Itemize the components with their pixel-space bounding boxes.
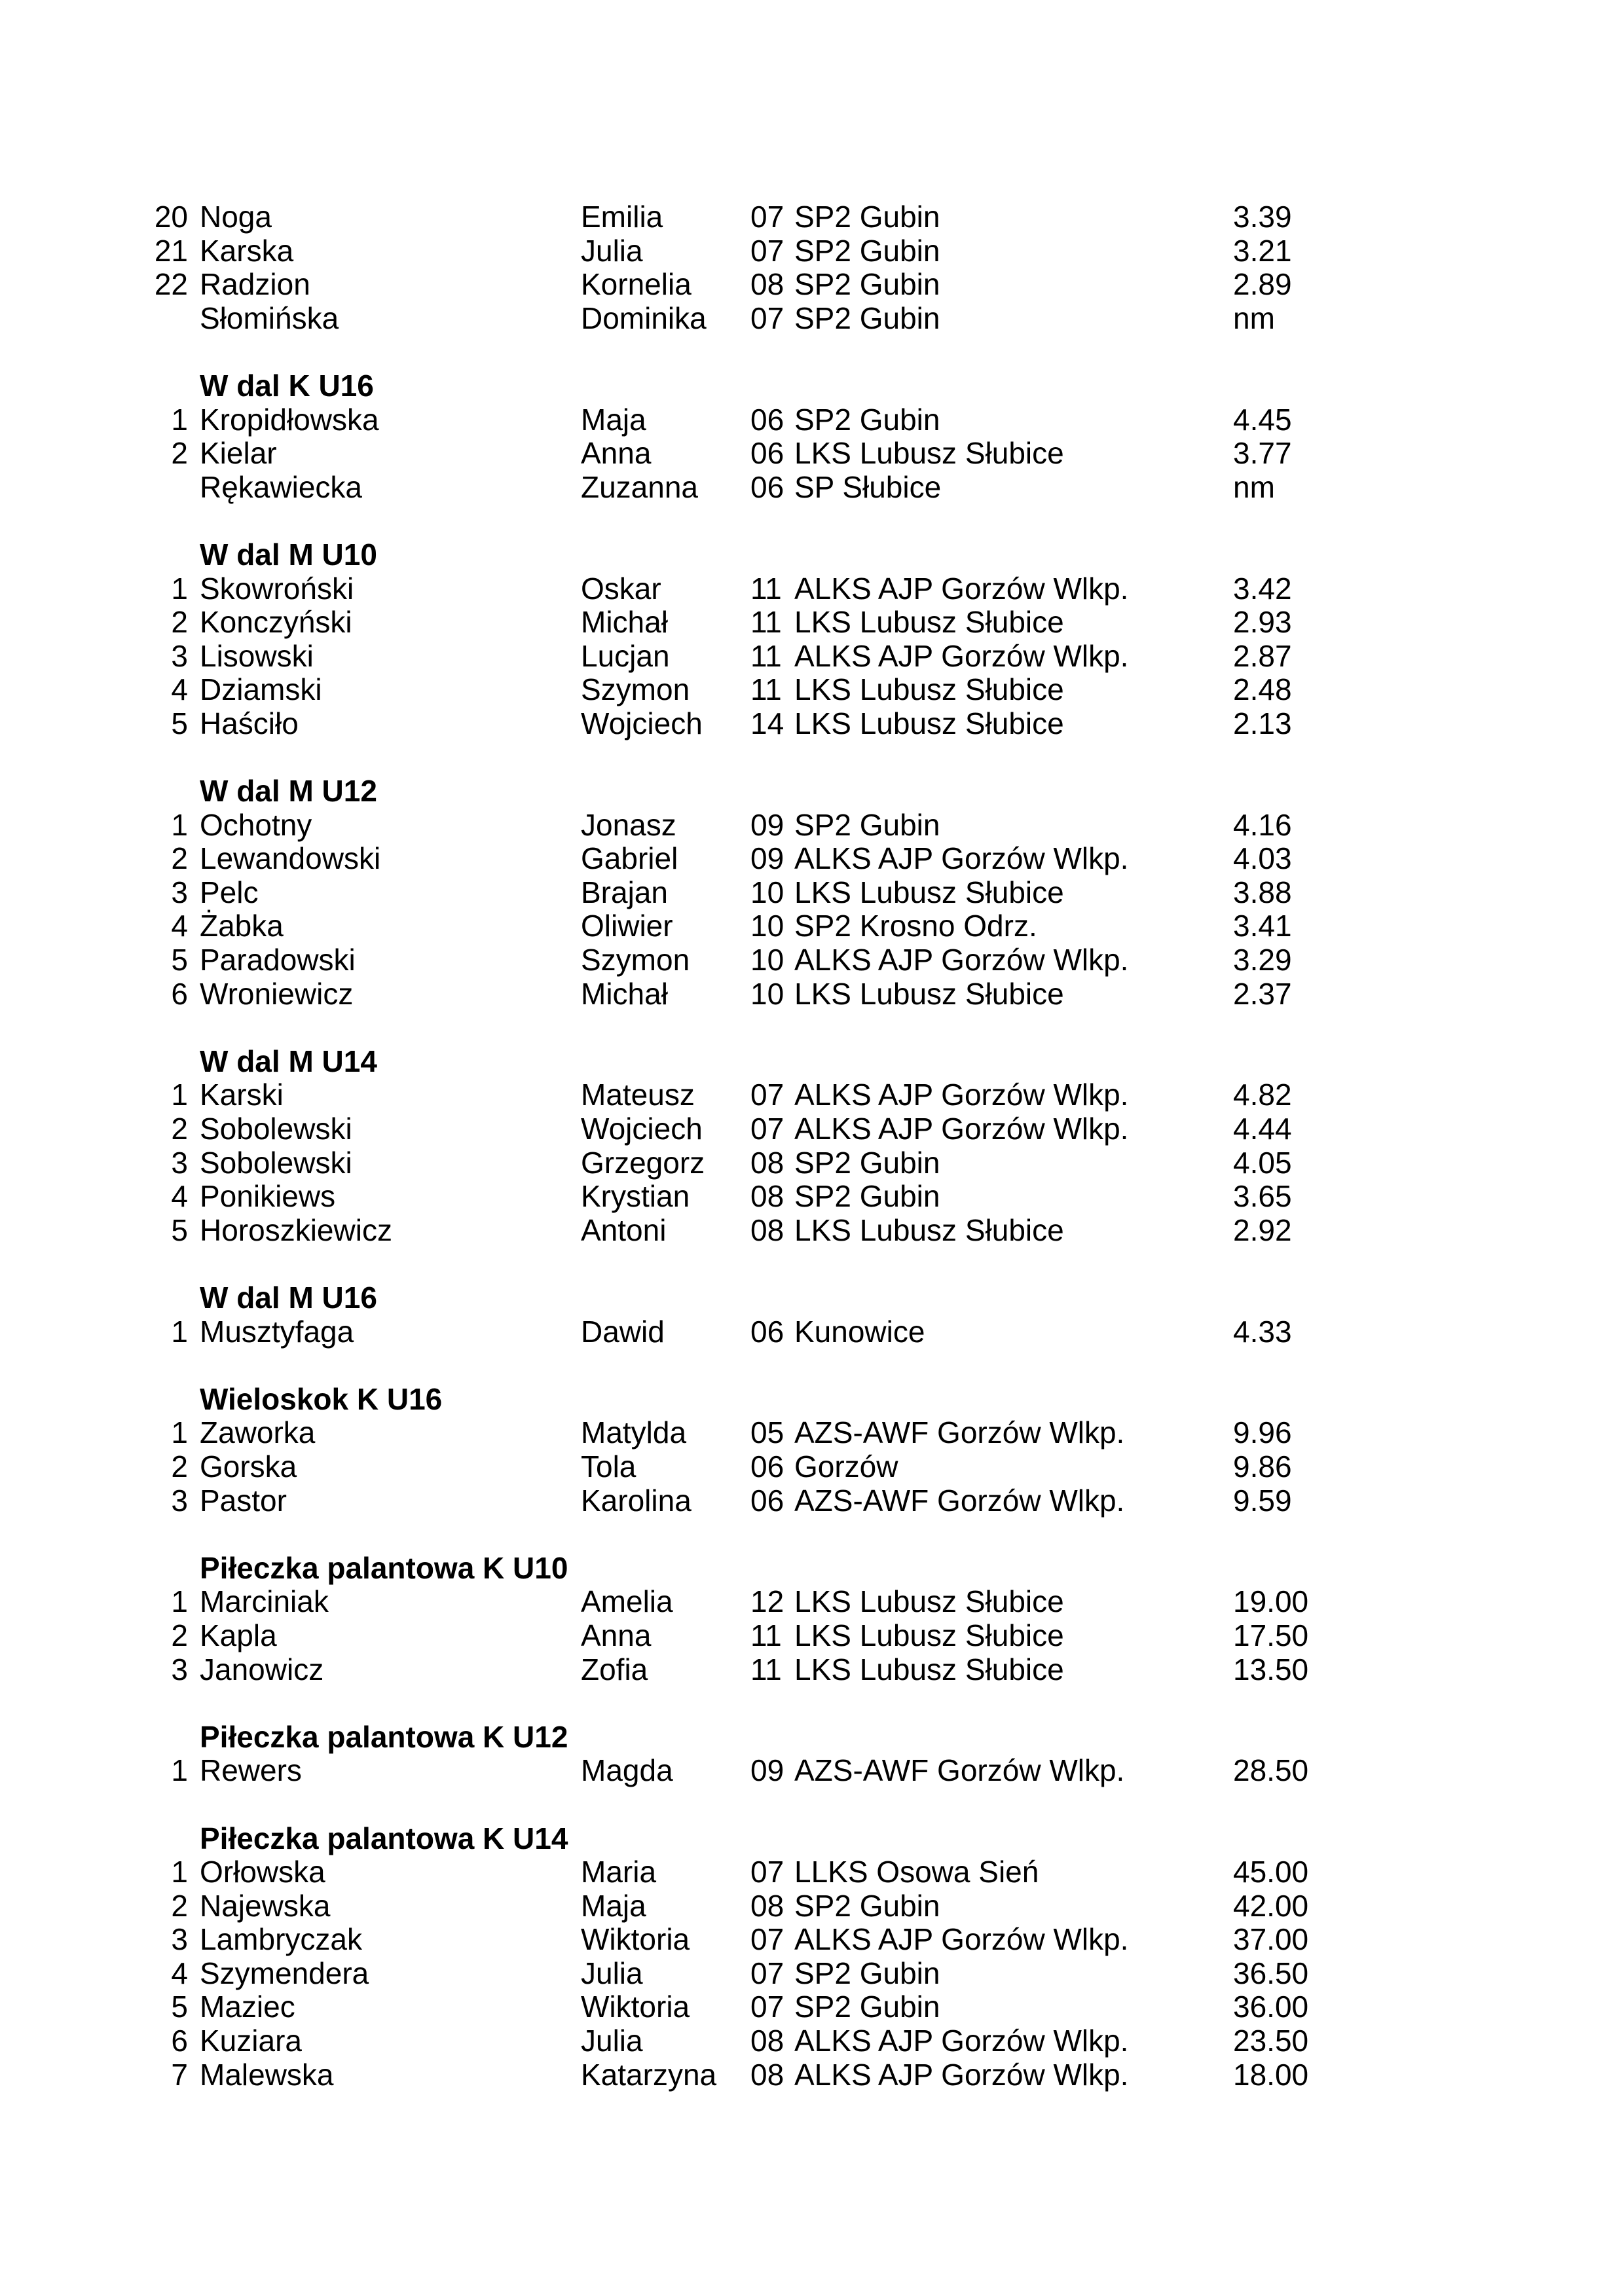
year-cell: 11 xyxy=(750,672,782,707)
result-cell: 36.00 xyxy=(1233,1990,1309,2024)
rank-cell: 5 xyxy=(171,943,188,977)
surname-cell: Kuziara xyxy=(200,2024,302,2058)
club-cell: LKS Lubusz Słubice xyxy=(794,976,1064,1011)
club-cell: ALKS AJP Gorzów Wlkp. xyxy=(794,1112,1129,1146)
section-spacer xyxy=(0,1518,1624,1552)
result-row xyxy=(0,1078,1624,1112)
rank-cell: 3 xyxy=(171,1922,188,1957)
first-name-cell: Wiktoria xyxy=(581,1990,690,2024)
result-row xyxy=(0,234,1624,268)
club-cell: ALKS AJP Gorzów Wlkp. xyxy=(794,2024,1129,2058)
rank-cell: 3 xyxy=(171,1483,188,1518)
year-cell: 11 xyxy=(750,638,782,673)
result-cell: 9.59 xyxy=(1233,1483,1292,1518)
club-cell: ALKS AJP Gorzów Wlkp. xyxy=(794,1078,1129,1112)
club-cell: LKS Lubusz Słubice xyxy=(794,1652,1064,1686)
year-cell: 06 xyxy=(750,1449,784,1484)
result-row xyxy=(0,437,1624,471)
surname-cell: Kielar xyxy=(200,436,277,471)
club-cell: SP2 Gubin xyxy=(794,267,940,302)
result-cell: 3.65 xyxy=(1233,1179,1292,1214)
year-cell: 08 xyxy=(750,1179,784,1214)
result-row xyxy=(0,1315,1624,1349)
year-cell: 06 xyxy=(750,1314,784,1349)
club-cell: SP2 Gubin xyxy=(794,200,940,234)
year-cell: 05 xyxy=(750,1415,784,1450)
year-cell: 07 xyxy=(750,233,784,268)
first-name-cell: Krystian xyxy=(581,1179,690,1214)
section-header xyxy=(0,369,1624,403)
result-cell: 36.50 xyxy=(1233,1956,1309,1990)
result-row xyxy=(0,1450,1624,1484)
year-cell: 07 xyxy=(750,1855,784,1889)
section-spacer xyxy=(0,1011,1624,1045)
rank-cell: 2 xyxy=(171,1618,188,1652)
first-name-cell: Zuzanna xyxy=(581,469,699,504)
result-cell: 4.45 xyxy=(1233,402,1292,437)
club-cell: SP2 Krosno Odrz. xyxy=(794,909,1037,943)
first-name-cell: Julia xyxy=(581,2024,643,2058)
result-cell: 3.21 xyxy=(1233,233,1292,268)
club-cell: LKS Lubusz Słubice xyxy=(794,436,1064,471)
club-cell: Gorzów xyxy=(794,1449,898,1484)
club-cell: ALKS AJP Gorzów Wlkp. xyxy=(794,638,1129,673)
result-cell: 4.44 xyxy=(1233,1112,1292,1146)
first-name-cell: Maja xyxy=(581,1888,646,1923)
result-cell: 3.42 xyxy=(1233,571,1292,606)
result-row xyxy=(0,1619,1624,1653)
section-title: W dal M U14 xyxy=(200,1044,377,1078)
rank-cell: 2 xyxy=(171,1112,188,1146)
result-row xyxy=(0,943,1624,977)
result-row xyxy=(0,842,1624,876)
club-cell: SP2 Gubin xyxy=(794,1888,940,1923)
club-cell: LKS Lubusz Słubice xyxy=(794,1212,1064,1247)
result-row xyxy=(0,403,1624,437)
club-cell: SP2 Gubin xyxy=(794,1179,940,1214)
club-cell: ALKS AJP Gorzów Wlkp. xyxy=(794,943,1129,977)
result-row xyxy=(0,1990,1624,2024)
club-cell: ALKS AJP Gorzów Wlkp. xyxy=(794,571,1129,606)
surname-cell: Gorska xyxy=(200,1449,297,1484)
rank-cell: 2 xyxy=(171,1449,188,1484)
result-cell: 2.87 xyxy=(1233,638,1292,673)
first-name-cell: Dominika xyxy=(581,301,707,335)
first-name-cell: Magda xyxy=(581,1753,673,1788)
rank-cell: 3 xyxy=(171,875,188,909)
section-title: W dal M U10 xyxy=(200,537,377,572)
section-spacer xyxy=(0,741,1624,775)
rank-cell: 1 xyxy=(171,1078,188,1112)
club-cell: Kunowice xyxy=(794,1314,925,1349)
result-row xyxy=(0,471,1624,505)
club-cell: AZS-AWF Gorzów Wlkp. xyxy=(794,1753,1125,1788)
year-cell: 10 xyxy=(750,976,784,1011)
surname-cell: Noga xyxy=(200,200,272,234)
result-row xyxy=(0,1146,1624,1180)
result-row xyxy=(0,1180,1624,1214)
section-spacer xyxy=(0,1788,1624,1822)
surname-cell: Marciniak xyxy=(200,1584,329,1619)
year-cell: 11 xyxy=(750,1618,782,1652)
section-header xyxy=(0,1383,1624,1417)
first-name-cell: Michał xyxy=(581,605,668,640)
club-cell: SP2 Gubin xyxy=(794,233,940,268)
first-name-cell: Jonasz xyxy=(581,807,676,842)
first-name-cell: Szymon xyxy=(581,943,690,977)
rank-cell: 4 xyxy=(171,1179,188,1214)
rank-cell: 1 xyxy=(171,1314,188,1349)
result-cell: 2.89 xyxy=(1233,267,1292,302)
first-name-cell: Grzegorz xyxy=(581,1145,705,1180)
surname-cell: Żabka xyxy=(200,909,284,943)
first-name-cell: Amelia xyxy=(581,1584,673,1619)
result-cell: 13.50 xyxy=(1233,1652,1309,1686)
first-name-cell: Karolina xyxy=(581,1483,692,1518)
result-row xyxy=(0,673,1624,707)
year-cell: 07 xyxy=(750,1112,784,1146)
first-name-cell: Oliwier xyxy=(581,909,673,943)
rank-cell: 3 xyxy=(171,1145,188,1180)
first-name-cell: Julia xyxy=(581,1956,643,1990)
result-cell: 19.00 xyxy=(1233,1584,1309,1619)
club-cell: ALKS AJP Gorzów Wlkp. xyxy=(794,841,1129,876)
section-header xyxy=(0,538,1624,572)
section-title: W dal K U16 xyxy=(200,368,374,403)
surname-cell: Ponikiews xyxy=(200,1179,336,1214)
rank-cell: 3 xyxy=(171,638,188,673)
result-row xyxy=(0,268,1624,302)
section-header xyxy=(0,1822,1624,1856)
surname-cell: Haściło xyxy=(200,706,299,740)
result-cell: 28.50 xyxy=(1233,1753,1309,1788)
section-header xyxy=(0,1045,1624,1079)
section-header xyxy=(0,1281,1624,1315)
section-spacer xyxy=(0,1686,1624,1721)
section-title: W dal M U16 xyxy=(200,1281,377,1315)
result-cell: 9.96 xyxy=(1233,1415,1292,1450)
year-cell: 10 xyxy=(750,943,784,977)
year-cell: 08 xyxy=(750,1145,784,1180)
first-name-cell: Tola xyxy=(581,1449,637,1484)
rank-cell: 5 xyxy=(171,1990,188,2024)
first-name-cell: Wojciech xyxy=(581,706,703,740)
rank-cell: 1 xyxy=(171,1415,188,1450)
section-title: Piłeczka palantowa K U10 xyxy=(200,1550,568,1585)
rank-cell: 2 xyxy=(171,1888,188,1923)
first-name-cell: Emilia xyxy=(581,200,663,234)
result-row xyxy=(0,2024,1624,2058)
surname-cell: Paradowski xyxy=(200,943,356,977)
result-cell: 3.77 xyxy=(1233,436,1292,471)
year-cell: 06 xyxy=(750,436,784,471)
section-spacer xyxy=(0,504,1624,538)
first-name-cell: Szymon xyxy=(581,672,690,707)
year-cell: 07 xyxy=(750,301,784,335)
result-cell: 3.39 xyxy=(1233,200,1292,234)
year-cell: 07 xyxy=(750,1990,784,2024)
result-cell: 2.93 xyxy=(1233,605,1292,640)
rank-cell: 1 xyxy=(171,571,188,606)
rank-cell: 1 xyxy=(171,1584,188,1619)
year-cell: 09 xyxy=(750,807,784,842)
surname-cell: Pelc xyxy=(200,875,259,909)
year-cell: 10 xyxy=(750,909,784,943)
result-row xyxy=(0,302,1624,336)
result-row xyxy=(0,1923,1624,1957)
section-title: Piłeczka palantowa K U14 xyxy=(200,1821,568,1855)
year-cell: 14 xyxy=(750,706,784,740)
surname-cell: Malewska xyxy=(200,2057,334,2092)
surname-cell: Janowicz xyxy=(200,1652,324,1686)
rank-cell: 6 xyxy=(171,2024,188,2058)
surname-cell: Karski xyxy=(200,1078,284,1112)
result-row xyxy=(0,977,1624,1011)
club-cell: SP Słubice xyxy=(794,469,942,504)
result-cell: 23.50 xyxy=(1233,2024,1309,2058)
result-cell: 4.33 xyxy=(1233,1314,1292,1349)
rank-cell: 3 xyxy=(171,1652,188,1686)
section-title: W dal M U12 xyxy=(200,774,377,809)
first-name-cell: Katarzyna xyxy=(581,2057,717,2092)
surname-cell: Orłowska xyxy=(200,1855,325,1889)
surname-cell: Kropidłowska xyxy=(200,402,379,437)
first-name-cell: Anna xyxy=(581,1618,652,1652)
club-cell: SP2 Gubin xyxy=(794,402,940,437)
section-title: Piłeczka palantowa K U12 xyxy=(200,1719,568,1754)
year-cell: 10 xyxy=(750,875,784,909)
year-cell: 11 xyxy=(750,1652,782,1686)
result-row xyxy=(0,200,1624,234)
result-row xyxy=(0,606,1624,640)
result-cell: 2.48 xyxy=(1233,672,1292,707)
section-title: Wieloskok K U16 xyxy=(200,1381,443,1416)
club-cell: LKS Lubusz Słubice xyxy=(794,672,1064,707)
result-row xyxy=(0,2058,1624,2092)
surname-cell: Sobolewski xyxy=(200,1112,352,1146)
rank-cell: 2 xyxy=(171,605,188,640)
result-row xyxy=(0,1855,1624,1889)
result-cell: 3.88 xyxy=(1233,875,1292,909)
surname-cell: Wroniewicz xyxy=(200,976,354,1011)
rank-cell: 5 xyxy=(171,1212,188,1247)
section-spacer xyxy=(0,1349,1624,1383)
rank-cell: 2 xyxy=(171,841,188,876)
surname-cell: Sobolewski xyxy=(200,1145,352,1180)
result-cell: 2.37 xyxy=(1233,976,1292,1011)
surname-cell: Skowroński xyxy=(200,571,354,606)
year-cell: 08 xyxy=(750,1888,784,1923)
surname-cell: Zaworka xyxy=(200,1415,316,1450)
club-cell: LKS Lubusz Słubice xyxy=(794,1584,1064,1619)
year-cell: 07 xyxy=(750,1956,784,1990)
club-cell: ALKS AJP Gorzów Wlkp. xyxy=(794,2057,1129,2092)
first-name-cell: Gabriel xyxy=(581,841,678,876)
result-cell: 37.00 xyxy=(1233,1922,1309,1957)
first-name-cell: Antoni xyxy=(581,1212,667,1247)
club-cell: LLKS Osowa Sień xyxy=(794,1855,1039,1889)
year-cell: 06 xyxy=(750,469,784,504)
first-name-cell: Lucjan xyxy=(581,638,670,673)
surname-cell: Pastor xyxy=(200,1483,287,1518)
result-row xyxy=(0,809,1624,843)
surname-cell: Słomińska xyxy=(200,301,339,335)
rank-cell: 21 xyxy=(154,233,188,268)
rank-cell: 2 xyxy=(171,436,188,471)
first-name-cell: Michał xyxy=(581,976,668,1011)
first-name-cell: Dawid xyxy=(581,1314,665,1349)
year-cell: 08 xyxy=(750,2024,784,2058)
result-cell: 17.50 xyxy=(1233,1618,1309,1652)
year-cell: 08 xyxy=(750,1212,784,1247)
surname-cell: Rękawiecka xyxy=(200,469,362,504)
result-row xyxy=(0,1754,1624,1788)
club-cell: LKS Lubusz Słubice xyxy=(794,605,1064,640)
result-cell: 3.29 xyxy=(1233,943,1292,977)
surname-cell: Lambryczak xyxy=(200,1922,362,1957)
first-name-cell: Brajan xyxy=(581,875,668,909)
result-row xyxy=(0,1889,1624,1923)
first-name-cell: Wojciech xyxy=(581,1112,703,1146)
result-cell: nm xyxy=(1233,301,1275,335)
club-cell: LKS Lubusz Słubice xyxy=(794,875,1064,909)
year-cell: 07 xyxy=(750,1078,784,1112)
first-name-cell: Oskar xyxy=(581,571,661,606)
club-cell: LKS Lubusz Słubice xyxy=(794,706,1064,740)
result-cell: 42.00 xyxy=(1233,1888,1309,1923)
year-cell: 11 xyxy=(750,605,782,640)
surname-cell: Rewers xyxy=(200,1753,302,1788)
result-row xyxy=(0,909,1624,943)
rank-cell: 1 xyxy=(171,402,188,437)
result-cell: 4.03 xyxy=(1233,841,1292,876)
club-cell: SP2 Gubin xyxy=(794,1145,940,1180)
results-table xyxy=(0,200,1624,2092)
result-row xyxy=(0,1585,1624,1619)
surname-cell: Lisowski xyxy=(200,638,314,673)
club-cell: AZS-AWF Gorzów Wlkp. xyxy=(794,1483,1125,1518)
surname-cell: Maziec xyxy=(200,1990,295,2024)
section-spacer xyxy=(0,335,1624,369)
result-cell: 9.86 xyxy=(1233,1449,1292,1484)
club-cell: SP2 Gubin xyxy=(794,1956,940,1990)
result-row xyxy=(0,572,1624,606)
first-name-cell: Wiktoria xyxy=(581,1922,690,1957)
result-row xyxy=(0,1653,1624,1687)
first-name-cell: Anna xyxy=(581,436,652,471)
year-cell: 12 xyxy=(750,1584,784,1619)
year-cell: 08 xyxy=(750,267,784,302)
surname-cell: Ochotny xyxy=(200,807,312,842)
surname-cell: Konczyński xyxy=(200,605,352,640)
rank-cell: 6 xyxy=(171,976,188,1011)
rank-cell: 4 xyxy=(171,1956,188,1990)
surname-cell: Karska xyxy=(200,233,294,268)
result-cell: 2.13 xyxy=(1233,706,1292,740)
surname-cell: Musztyfaga xyxy=(200,1314,354,1349)
rank-cell: 20 xyxy=(154,200,188,234)
first-name-cell: Mateusz xyxy=(581,1078,695,1112)
rank-cell: 1 xyxy=(171,1855,188,1889)
section-header xyxy=(0,1721,1624,1755)
result-row xyxy=(0,1112,1624,1146)
year-cell: 06 xyxy=(750,1483,784,1518)
result-cell: nm xyxy=(1233,469,1275,504)
year-cell: 09 xyxy=(750,1753,784,1788)
first-name-cell: Maria xyxy=(581,1855,657,1889)
result-row xyxy=(0,1416,1624,1450)
result-cell: 4.82 xyxy=(1233,1078,1292,1112)
club-cell: SP2 Gubin xyxy=(794,301,940,335)
year-cell: 08 xyxy=(750,2057,784,2092)
rank-cell: 1 xyxy=(171,1753,188,1788)
club-cell: AZS-AWF Gorzów Wlkp. xyxy=(794,1415,1125,1450)
rank-cell: 7 xyxy=(171,2057,188,2092)
result-cell: 4.05 xyxy=(1233,1145,1292,1180)
surname-cell: Kapla xyxy=(200,1618,277,1652)
result-cell: 3.41 xyxy=(1233,909,1292,943)
rank-cell: 4 xyxy=(171,909,188,943)
surname-cell: Najewska xyxy=(200,1888,331,1923)
year-cell: 11 xyxy=(750,571,782,606)
first-name-cell: Matylda xyxy=(581,1415,687,1450)
club-cell: LKS Lubusz Słubice xyxy=(794,1618,1064,1652)
result-cell: 4.16 xyxy=(1233,807,1292,842)
result-row xyxy=(0,707,1624,741)
year-cell: 09 xyxy=(750,841,784,876)
surname-cell: Szymendera xyxy=(200,1956,369,1990)
year-cell: 07 xyxy=(750,1922,784,1957)
club-cell: SP2 Gubin xyxy=(794,1990,940,2024)
rank-cell: 4 xyxy=(171,672,188,707)
result-row xyxy=(0,1214,1624,1248)
result-row xyxy=(0,1957,1624,1991)
rank-cell: 22 xyxy=(154,267,188,302)
first-name-cell: Zofia xyxy=(581,1652,648,1686)
result-cell: 2.92 xyxy=(1233,1212,1292,1247)
surname-cell: Lewandowski xyxy=(200,841,381,876)
surname-cell: Dziamski xyxy=(200,672,322,707)
year-cell: 07 xyxy=(750,200,784,234)
result-row xyxy=(0,1484,1624,1518)
rank-cell: 1 xyxy=(171,807,188,842)
year-cell: 06 xyxy=(750,402,784,437)
first-name-cell: Maja xyxy=(581,402,646,437)
section-header xyxy=(0,1552,1624,1586)
result-row xyxy=(0,876,1624,910)
surname-cell: Radzion xyxy=(200,267,310,302)
section-header xyxy=(0,774,1624,809)
rank-cell: 5 xyxy=(171,706,188,740)
result-row xyxy=(0,640,1624,674)
club-cell: ALKS AJP Gorzów Wlkp. xyxy=(794,1922,1129,1957)
result-cell: 45.00 xyxy=(1233,1855,1309,1889)
surname-cell: Horoszkiewicz xyxy=(200,1212,392,1247)
first-name-cell: Julia xyxy=(581,233,643,268)
section-spacer xyxy=(0,1247,1624,1281)
club-cell: SP2 Gubin xyxy=(794,807,940,842)
result-cell: 18.00 xyxy=(1233,2057,1309,2092)
first-name-cell: Kornelia xyxy=(581,267,692,302)
